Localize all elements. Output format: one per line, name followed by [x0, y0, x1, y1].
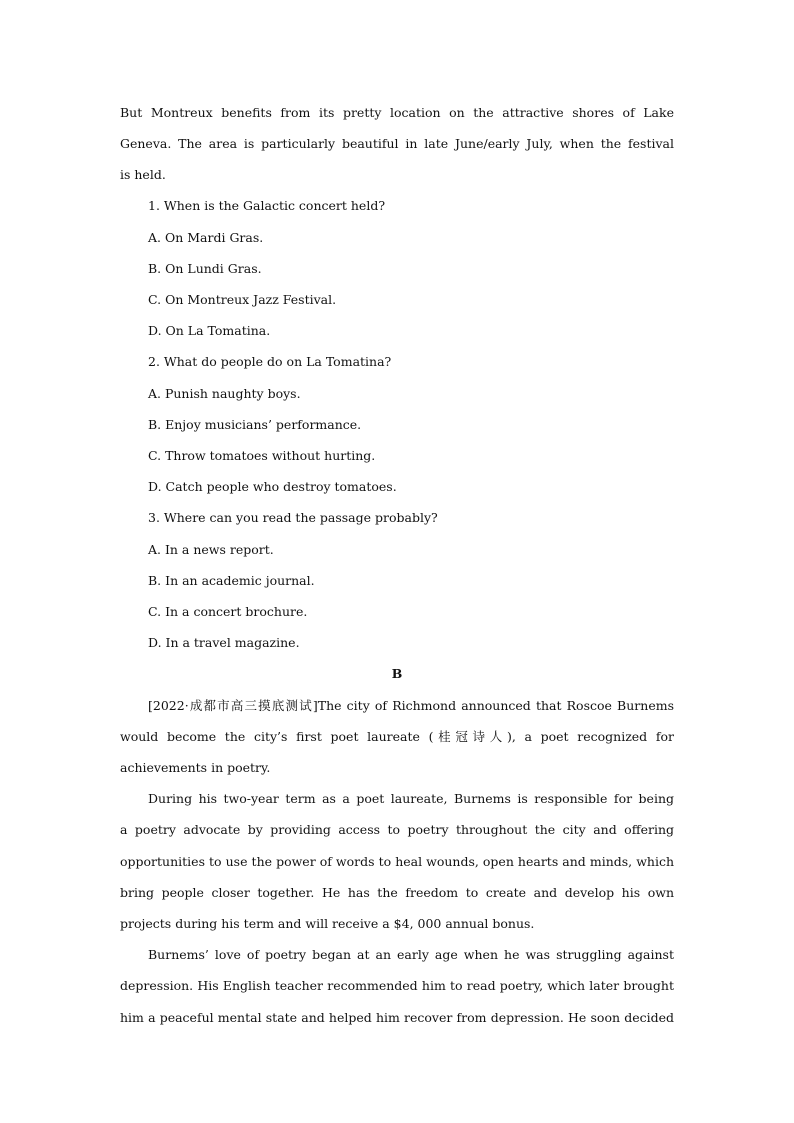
question-stem: 1. When is the Galactic concert held?	[148, 198, 386, 213]
paragraph-line: depression. His English teacher recommended him to read poetry, which later brought	[120, 978, 674, 993]
question-option: D. On La Tomatina.	[148, 323, 271, 338]
intro-line: But Montreux benefits from its pretty location on the attractive shores of Lake	[120, 105, 674, 120]
question-stem: 3. Where can you read the passage probably?	[148, 510, 438, 525]
question-option: A. Punish naughty boys.	[148, 386, 301, 401]
intro-line: Geneva. The area is particularly beautiful in late June/early July, when the festival	[120, 136, 674, 151]
paragraph-line: During his two-year term as a poet laureate, Burnems is responsible for being	[148, 791, 674, 806]
paragraph-line: would become the city’s first poet laureate (桂冠诗人), a poet recognized for	[120, 729, 674, 744]
intro-line: is held.	[120, 167, 166, 182]
paragraph-line: Burnems’ love of poetry began at an early age when he was struggling against	[148, 947, 674, 962]
question-option: B. In an academic journal.	[148, 573, 315, 588]
question-option: B. On Lundi Gras.	[148, 261, 262, 276]
question-option: C. On Montreux Jazz Festival.	[148, 292, 337, 307]
question-stem: 2. What do people do on La Tomatina?	[148, 354, 392, 369]
question-option: A. In a news report.	[148, 542, 274, 557]
question-option: D. In a travel magazine.	[148, 635, 300, 650]
paragraph-line: opportunities to use the power of words to heal wounds, open hearts and minds, which	[120, 854, 674, 869]
paragraph-line: him a peaceful mental state and helped him recover from depression. He soon decided	[120, 1010, 674, 1025]
paragraph-line: bring people closer together. He has the freedom to create and develop his own	[120, 885, 674, 900]
paragraph-line: projects during his term and will receive a $4, 000 annual bonus.	[120, 916, 535, 931]
question-option: D. Catch people who destroy tomatoes.	[148, 479, 397, 494]
section-heading: B	[391, 666, 403, 681]
question-option: A. On Mardi Gras.	[148, 230, 264, 245]
paragraph-line: a poetry advocate by providing access to poetry throughout the city and offering	[120, 822, 674, 837]
question-option: B. Enjoy musicians’ performance.	[148, 417, 362, 432]
paragraph-line: achievements in poetry.	[120, 760, 271, 775]
question-option: C. In a concert brochure.	[148, 604, 308, 619]
question-option: C. Throw tomatoes without hurting.	[148, 448, 376, 463]
paragraph-line: [2022·成都市高三摸底测试]The city of Richmond announced that Roscoe Burnems	[148, 698, 674, 713]
